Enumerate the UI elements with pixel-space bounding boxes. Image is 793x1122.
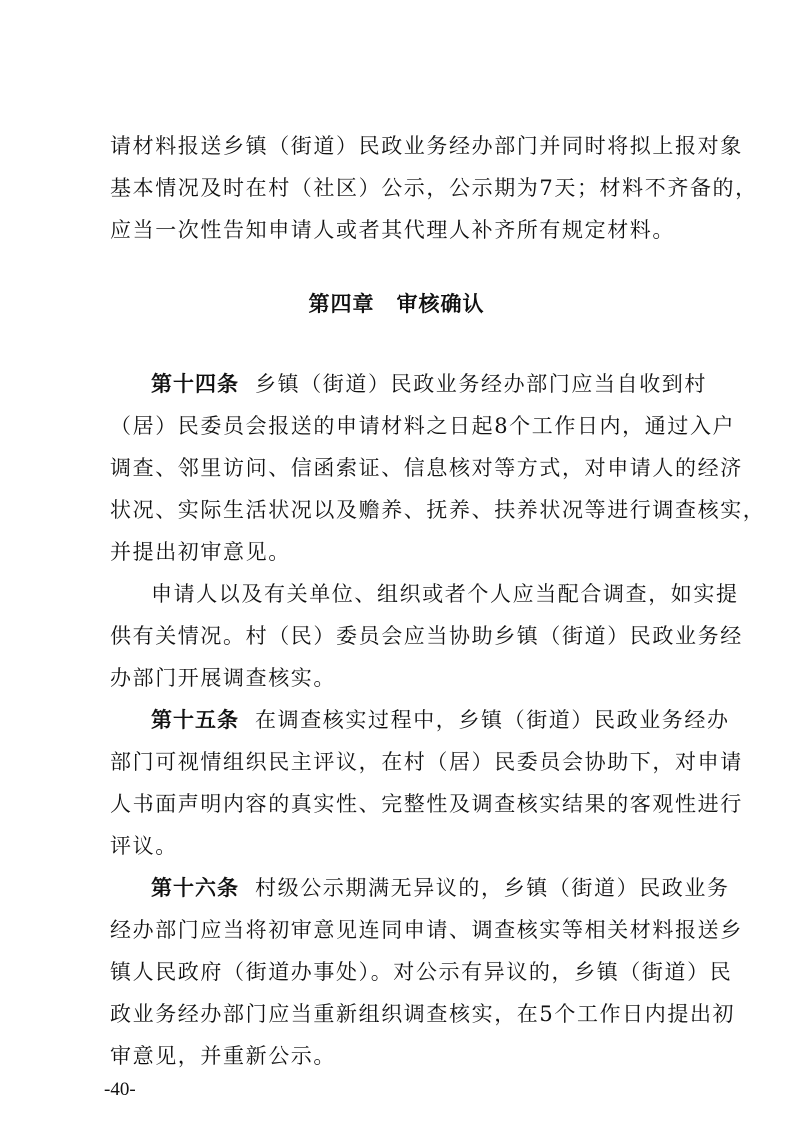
article-15-line-3: 人书面声明内容的真实性、完整性及调查核实结果的客观性进行 [110,792,743,816]
article-14-line-2: （居）民委员会报送的申请材料之日起8个工作日内，通过入户 [110,414,736,438]
intro-line-3: 应当一次性告知申请人或者其代理人补齐所有规定材料。 [110,218,675,242]
article-15-line-1 [151,702,751,738]
article-15-text-1: 在调查核实过程中，乡镇（街道）民政业务经办 [255,708,730,732]
article-16-line-1 [151,870,751,906]
article-14-line-3: 调查、邻里访问、信函索证、信息核对等方式，对申请人的经济 [110,456,743,480]
article-16-title: 第十六条 [151,876,239,900]
article-15-title: 第十五条 [151,708,239,732]
article-16-line-2: 经办部门应当将初审意见连同申请、调查核实等相关材料报送乡 [110,918,743,942]
article-14-line-4: 状况、实际生活状况以及赡养、抚养、扶养状况等进行调查核实， [110,498,766,522]
article-14-para2-line-1: 申请人以及有关单位、组织或者个人应当配合调查，如实提 [151,582,739,606]
article-16-line-3: 镇人民政府（街道办事处）。对公示有异议的，乡镇（街道）民 [110,960,733,984]
chapter-number: 第四章 [308,292,375,316]
article-14-para2-line-3: 办部门开展调查核实。 [110,666,336,690]
chapter-heading [0,286,793,322]
intro-line-1: 请材料报送乡镇（街道）民政业务经办部门并同时将拟上报对象 [110,134,743,158]
article-14-line-1 [151,366,751,402]
article-16-line-4: 政业务经办部门应当重新组织调查核实，在5个工作日内提出初 [110,1002,736,1026]
intro-line-2: 基本情况及时在村（社区）公示，公示期为7天；材料不齐备的， [110,176,758,200]
chapter-title: 审核确认 [396,292,485,316]
article-15-line-4: 评议。 [110,834,178,858]
article-16-line-5: 审意见，并重新公示。 [110,1044,336,1068]
article-14-text-1: 乡镇（街道）民政业务经办部门应当自收到村 [255,372,707,396]
article-14-para2-line-2: 供有关情况。村（民）委员会应当协助乡镇（街道）民政业务经 [110,624,743,648]
page-number: -40- [104,1079,136,1100]
article-14-title: 第十四条 [151,372,239,396]
article-14-line-5: 并提出初审意见。 [110,540,291,564]
article-15-line-2: 部门可视情组织民主评议，在村（居）民委员会协助下，对申请 [110,750,743,774]
article-16-text-1: 村级公示期满无异议的，乡镇（街道）民政业务 [255,876,730,900]
